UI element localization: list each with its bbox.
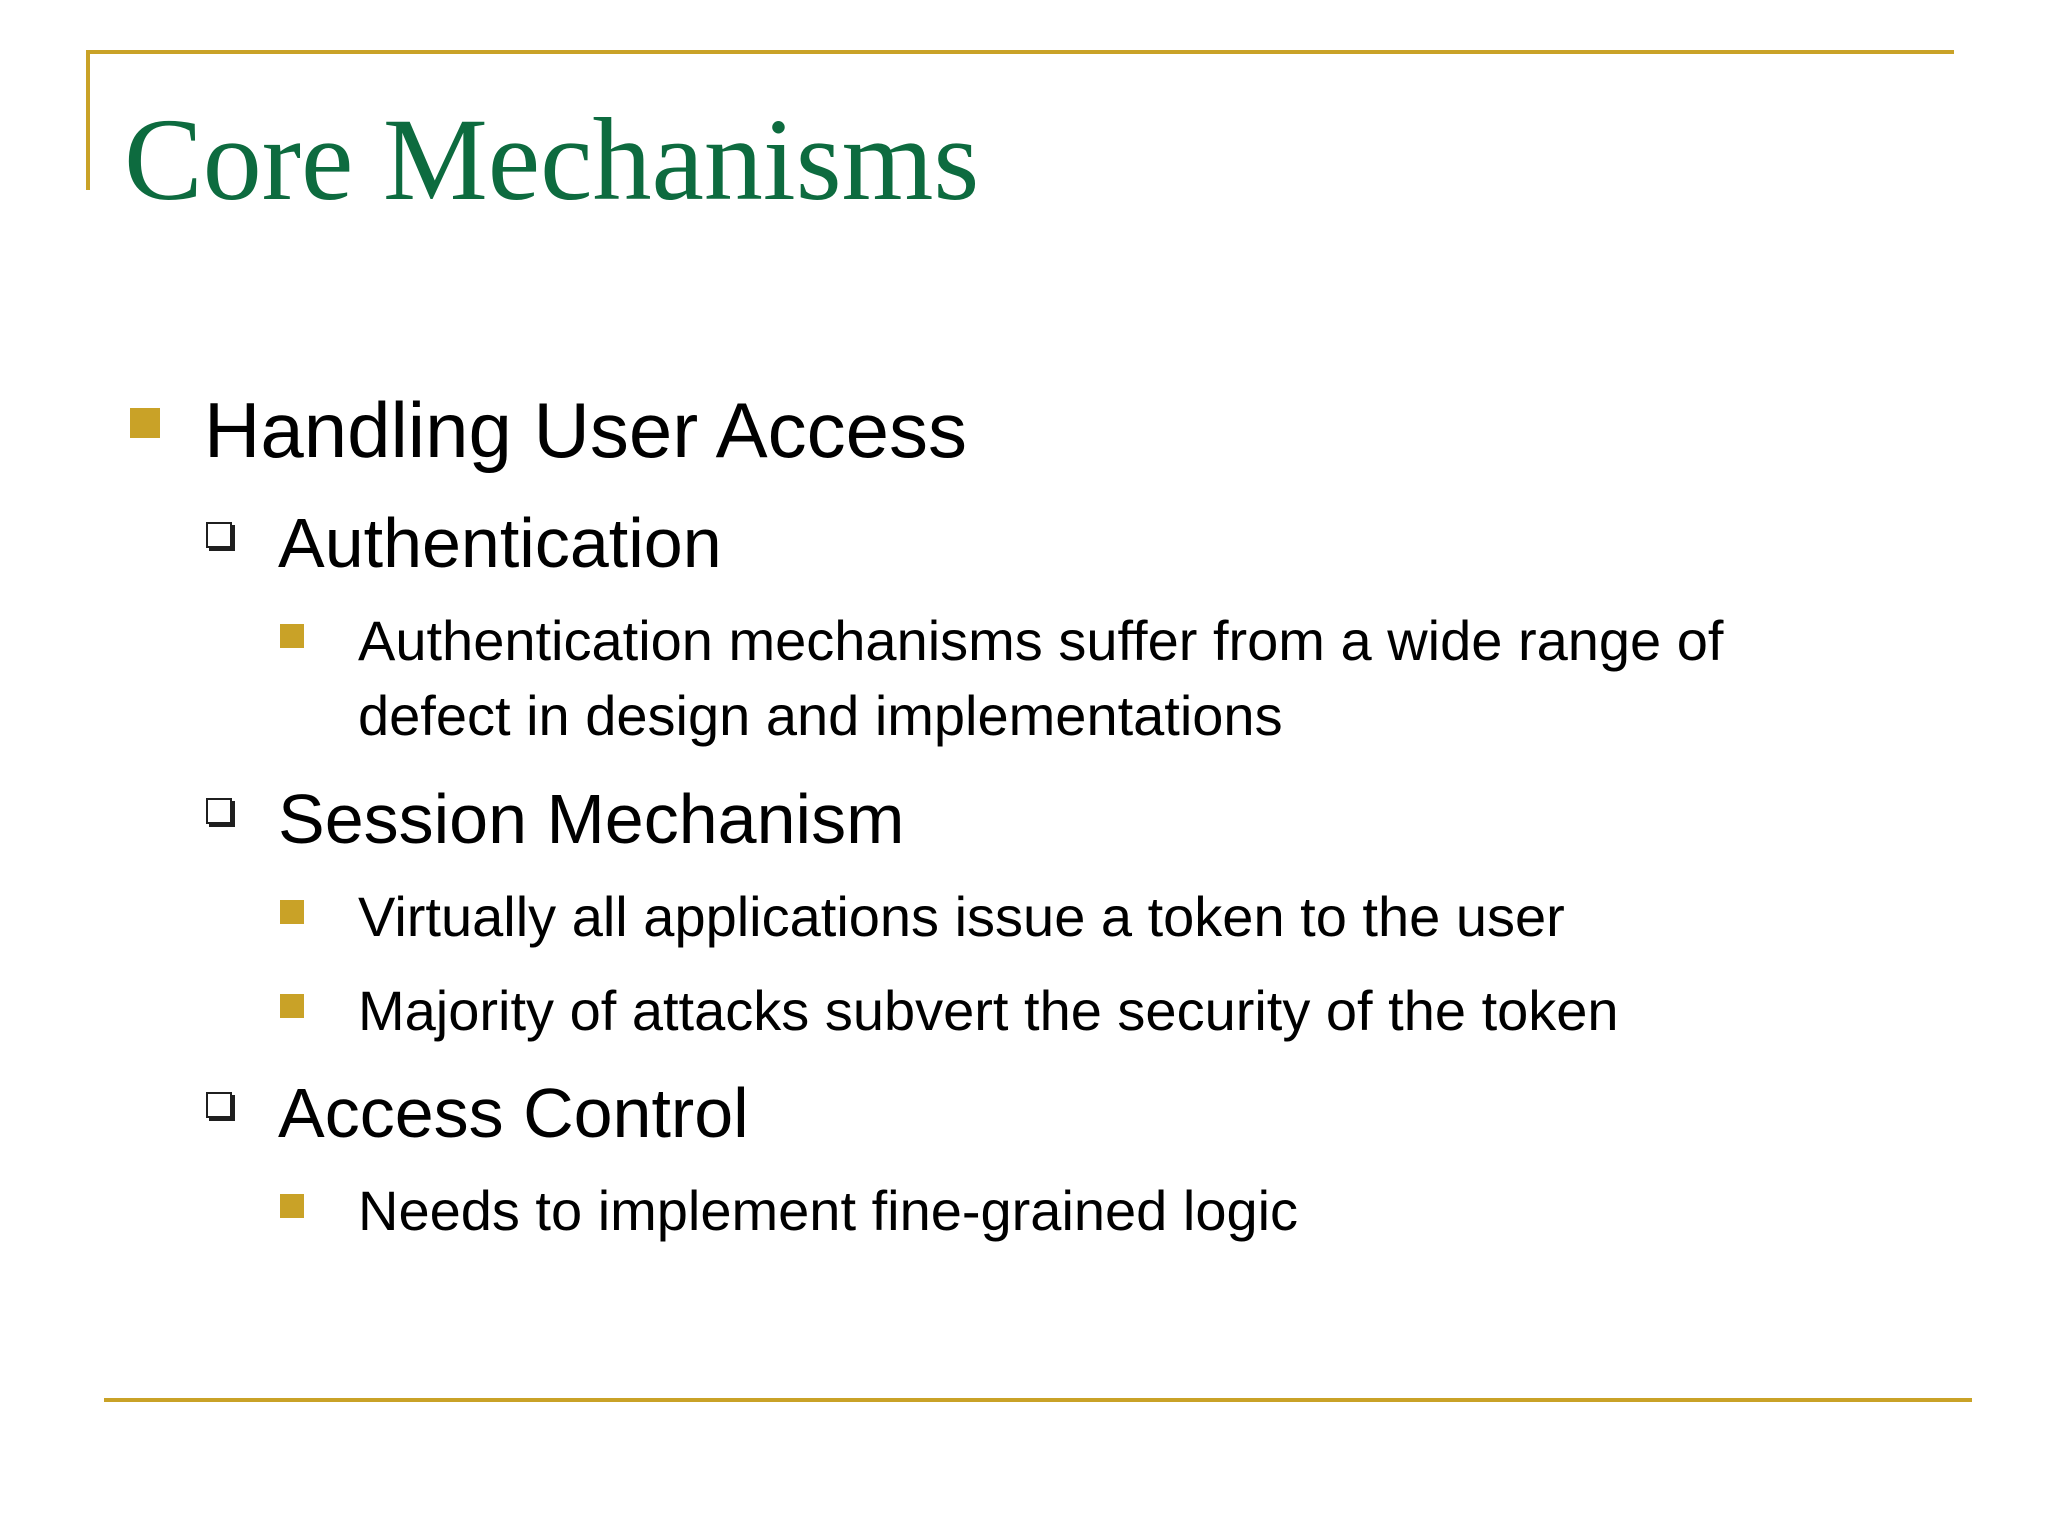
top-rule (86, 50, 1954, 54)
hollow-square-bullet-icon (206, 1092, 232, 1118)
sub-bullet-text: Authentication (278, 504, 722, 582)
square-bullet-icon (280, 1194, 304, 1218)
sub-bullet-text: Access Control (278, 1074, 749, 1152)
hollow-square-bullet-icon (206, 522, 232, 548)
square-bullet-icon (280, 624, 304, 648)
bottom-rule (104, 1398, 1972, 1402)
square-bullet-icon (280, 900, 304, 924)
square-bullet-icon (130, 408, 160, 438)
hollow-square-bullet-icon (206, 798, 232, 824)
detail-text: Majority of attacks subvert the security of the token (358, 979, 1619, 1042)
detail-text: Authentication mechanisms suffer from a wide range of (358, 609, 1724, 672)
sub-bullet-text: Session Mechanism (278, 780, 905, 858)
detail-text-continued: defect in design and implementations (358, 684, 1283, 747)
detail-text: Virtually all applications issue a token to the user (358, 885, 1565, 948)
slide-title: Core Mechanisms (124, 94, 980, 225)
square-bullet-icon (280, 994, 304, 1018)
bullet-text: Handling User Access (204, 386, 968, 474)
left-rule (86, 50, 90, 190)
detail-text: Needs to implement fine-grained logic (358, 1179, 1299, 1242)
